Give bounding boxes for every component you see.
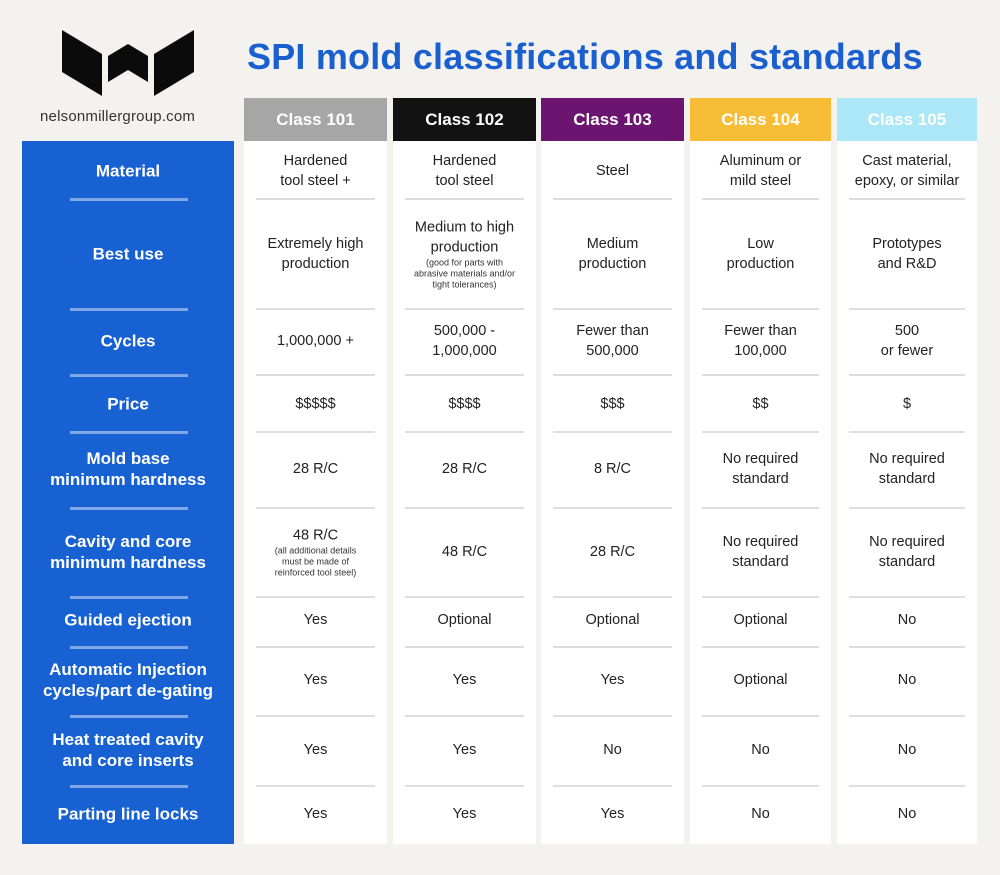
table-cell: No	[603, 742, 622, 758]
site-url: nelsonmillergroup.com	[40, 108, 196, 125]
table-cell: Yes	[452, 742, 477, 758]
cell-divider	[553, 374, 672, 376]
class-header-104: Class 104	[690, 98, 831, 141]
cell-divider	[256, 596, 375, 598]
table-cell: Yes	[600, 806, 625, 822]
table-cell: Low production	[726, 236, 795, 272]
cell-divider	[256, 715, 375, 717]
cell-divider	[405, 308, 524, 310]
cell-divider	[256, 785, 375, 787]
row-divider	[70, 308, 188, 311]
row-label: Parting line locks	[57, 804, 199, 824]
cell-divider	[702, 308, 819, 310]
table-cell: Yes	[303, 806, 328, 822]
row-divider	[70, 374, 188, 377]
cell-divider	[702, 374, 819, 376]
table-cell: No	[897, 612, 917, 628]
row-label: Cavity and core minimum hardness	[50, 532, 206, 572]
table-cell: Yes	[600, 672, 625, 688]
nelson-miller-logo	[62, 30, 194, 96]
row-divider	[70, 596, 188, 599]
table-cell: No	[897, 672, 917, 688]
row-divider	[70, 507, 188, 510]
table-cell: $	[902, 396, 912, 412]
cell-divider	[553, 785, 672, 787]
table-cell: No required standard	[722, 534, 799, 570]
cell-divider	[553, 596, 672, 598]
table-cell: 500 or fewer	[880, 323, 934, 359]
cell-divider	[553, 198, 672, 200]
cell-divider	[405, 198, 524, 200]
row-label: Price	[107, 394, 149, 414]
table-cell: Fewer than 500,000	[576, 323, 649, 359]
row-labels-column	[22, 141, 234, 844]
cell-divider	[702, 785, 819, 787]
cell-divider	[849, 596, 965, 598]
row-label: Best use	[92, 244, 164, 264]
cell-divider	[405, 646, 524, 648]
cell-divider	[849, 308, 965, 310]
cell-divider	[405, 785, 524, 787]
cell-divider	[702, 646, 819, 648]
table-cell: 28 R/C	[292, 461, 339, 477]
cell-divider	[849, 374, 965, 376]
cell-divider	[849, 785, 965, 787]
table-cell: Yes	[452, 806, 477, 822]
class-header-103: Class 103	[541, 98, 684, 141]
row-label: Automatic Injection cycles/part de-gating	[42, 660, 214, 700]
table-cell: No	[751, 806, 770, 822]
cell-divider	[702, 715, 819, 717]
cell-divider	[553, 646, 672, 648]
table-cell: Yes	[303, 742, 328, 758]
table-cell: 28 R/C	[589, 544, 636, 560]
table-cell: Optional	[733, 672, 788, 688]
cell-divider	[256, 431, 375, 433]
cell-divider	[256, 507, 375, 509]
row-divider	[70, 785, 188, 788]
table-cell: 8 R/C	[593, 461, 632, 477]
table-cell: $$$$$	[295, 396, 336, 412]
table-cell: Fewer than 100,000	[724, 323, 797, 359]
class-header-101: Class 101	[244, 98, 387, 141]
table-cell: $$$	[600, 396, 625, 412]
cell-divider	[553, 431, 672, 433]
cell-divider	[702, 198, 819, 200]
cell-divider	[405, 374, 524, 376]
table-cell: No	[751, 742, 770, 758]
table-cell: Cast material, epoxy, or similar	[854, 153, 960, 189]
row-divider	[70, 715, 188, 718]
cell-divider	[849, 198, 965, 200]
cell-divider	[702, 596, 819, 598]
table-cell: Steel	[595, 163, 630, 179]
cell-divider	[849, 715, 965, 717]
cell-divider	[849, 507, 965, 509]
cell-divider	[553, 715, 672, 717]
table-cell: Yes	[303, 672, 328, 688]
table-cell: Optional	[585, 612, 640, 628]
cell-divider	[702, 507, 819, 509]
row-label: Material	[95, 161, 161, 181]
table-cell: No required standard	[869, 534, 945, 570]
table-cell: No	[897, 742, 917, 758]
table-cell: Optional	[437, 612, 492, 628]
table-cell: Extremely high production	[267, 236, 364, 272]
table-cell: Medium to high production (good for parts with abrasive materials and/or tight tolerances)	[413, 219, 516, 290]
row-label: Heat treated cavity and core inserts	[52, 730, 204, 770]
row-divider	[70, 646, 188, 649]
class-header-102: Class 102	[393, 98, 536, 141]
table-cell: No	[897, 806, 917, 822]
row-label: Mold base minimum hardness	[50, 449, 206, 489]
cell-divider	[256, 646, 375, 648]
table-cell: Hardened tool steel +	[280, 153, 351, 189]
table-cell: No required standard	[869, 451, 945, 487]
row-divider	[70, 198, 188, 201]
table-cell: 48 R/C	[441, 544, 488, 560]
cell-divider	[553, 507, 672, 509]
table-cell: Medium production	[578, 236, 647, 272]
page-title: SPI mold classifications and standards	[247, 36, 923, 77]
table-cell: Yes	[452, 672, 477, 688]
cell-divider	[405, 715, 524, 717]
cell-divider	[849, 431, 965, 433]
table-cell: Optional	[733, 612, 788, 628]
table-cell: $$	[752, 396, 769, 412]
table-cell: 48 R/C (all additional details must be made of reinforced tool steel)	[274, 527, 357, 578]
row-label: Cycles	[100, 331, 156, 351]
table-cell: Prototypes and R&D	[872, 236, 942, 272]
cell-divider	[702, 431, 819, 433]
cell-divider	[405, 431, 524, 433]
table-cell: 1,000,000 +	[276, 333, 354, 349]
class-header-105: Class 105	[837, 98, 977, 141]
row-label: Guided ejection	[64, 610, 192, 630]
table-cell: $$$$	[448, 396, 481, 412]
cell-divider	[256, 308, 375, 310]
cell-divider	[256, 198, 375, 200]
table-cell: 500,000 - 1,000,000	[432, 323, 497, 359]
cell-divider	[405, 507, 524, 509]
table-cell: Aluminum or mild steel	[719, 153, 802, 189]
cell-divider	[405, 596, 524, 598]
table-cell: No required standard	[722, 451, 799, 487]
table-cell: 28 R/C	[441, 461, 488, 477]
table-cell: Yes	[303, 612, 328, 628]
row-divider	[70, 431, 188, 434]
cell-divider	[256, 374, 375, 376]
cell-divider	[849, 646, 965, 648]
table-cell: Hardened tool steel	[432, 153, 497, 189]
cell-divider	[553, 308, 672, 310]
